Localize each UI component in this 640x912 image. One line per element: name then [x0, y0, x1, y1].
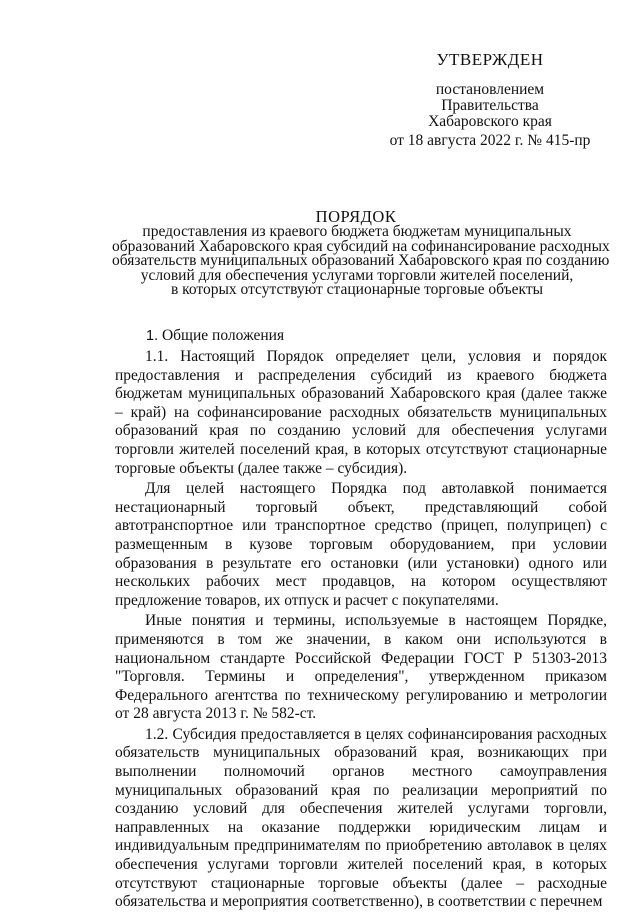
paragraph: 1.1. Настоящий Порядок определяет цели, условия и порядок предоставления и распределения субсидий из краевого бюджета бюджетам муниципальных образований Хабаровского края (далее также – край) на софинансирование расходных обязательств муниципальных образований края по созданию условий для обеспечения услугами торговли жителей поселений края, в которых отсутствуют стационарные торговые объекты (далее также – субсидия).: [115, 348, 607, 477]
paragraph: Для целей настоящего Порядка под автолавкой понимается нестационарный торговый объект, представляющий собой автотранспортное или транспортное средство (прицеп, полуприцеп) с размещенным в кузове торговым оборудованием, при условии образования в результате его остановки (или установки) одного или нескольких рабочих мест продавцов, на котором осуществляют предложение товаров, их отпуск и расчет с покупателями.: [115, 480, 607, 609]
document-subtitle: [112, 223, 610, 299]
section-number: 1.: [146, 328, 159, 344]
subtitle-line: образований Хабаровского края субсидий на софинансирование расходных: [112, 237, 610, 255]
document-title: ПОРЯДОК: [315, 207, 397, 226]
approval-line-government: Правительства: [441, 97, 539, 114]
approval-title: УТВЕРЖДЕН: [436, 50, 544, 69]
approval-date-line: от 18 августа 2022 г. № 415-пр: [389, 132, 591, 149]
subtitle-line: предоставления из краевого бюджета бюджетам муниципальных: [142, 223, 572, 240]
document-body: [115, 348, 607, 912]
approval-stamp: [380, 52, 600, 149]
subtitle-line: обязательств муниципальных образований Хабаровского края по созданию: [112, 252, 610, 270]
approval-line-resolution: постановлением: [435, 81, 545, 98]
section-heading: [146, 327, 284, 345]
paragraph: 1.2. Субсидия предоставляется в целях софинансирования расходных обязательств муниципальных образований края, возникающих при выполнении полномочий органов местного самоуправления муниципальных образований края по реализации мероприятий по созданию условий для обеспечения жителей услугами торговли, направленных на оказание поддержки юридическим лицам и индивидуальным предпринимателям по приобретению автолавок в целях обеспечения услугами торговли жителей поселений края, в которых отсутствуют стационарные торговые объекты (далее – расходные обязательства и мероприятия соответственно), в соответствии с перечнем: [115, 725, 607, 911]
subtitle-line: в которых отсутствуют стационарные торговые объекты: [170, 281, 544, 299]
approval-line-region: Хабаровского края: [428, 113, 552, 130]
subtitle-line: условий для обеспечения услугами торговли жителей поселений,: [140, 266, 574, 284]
paragraph: Иные понятия и термины, используемые в настоящем Порядке, применяются в том же значении, в каком они используются в национальном стандарте Российской Федерации ГОСТ Р 51303-2013 "Торговля. Термины и определения", утвержденном приказом Федерального агентства по техническому регулированию и метрологии от 28 августа 2013 г. № 582-ст.: [115, 612, 607, 723]
section-title: Общие положения: [161, 327, 285, 344]
